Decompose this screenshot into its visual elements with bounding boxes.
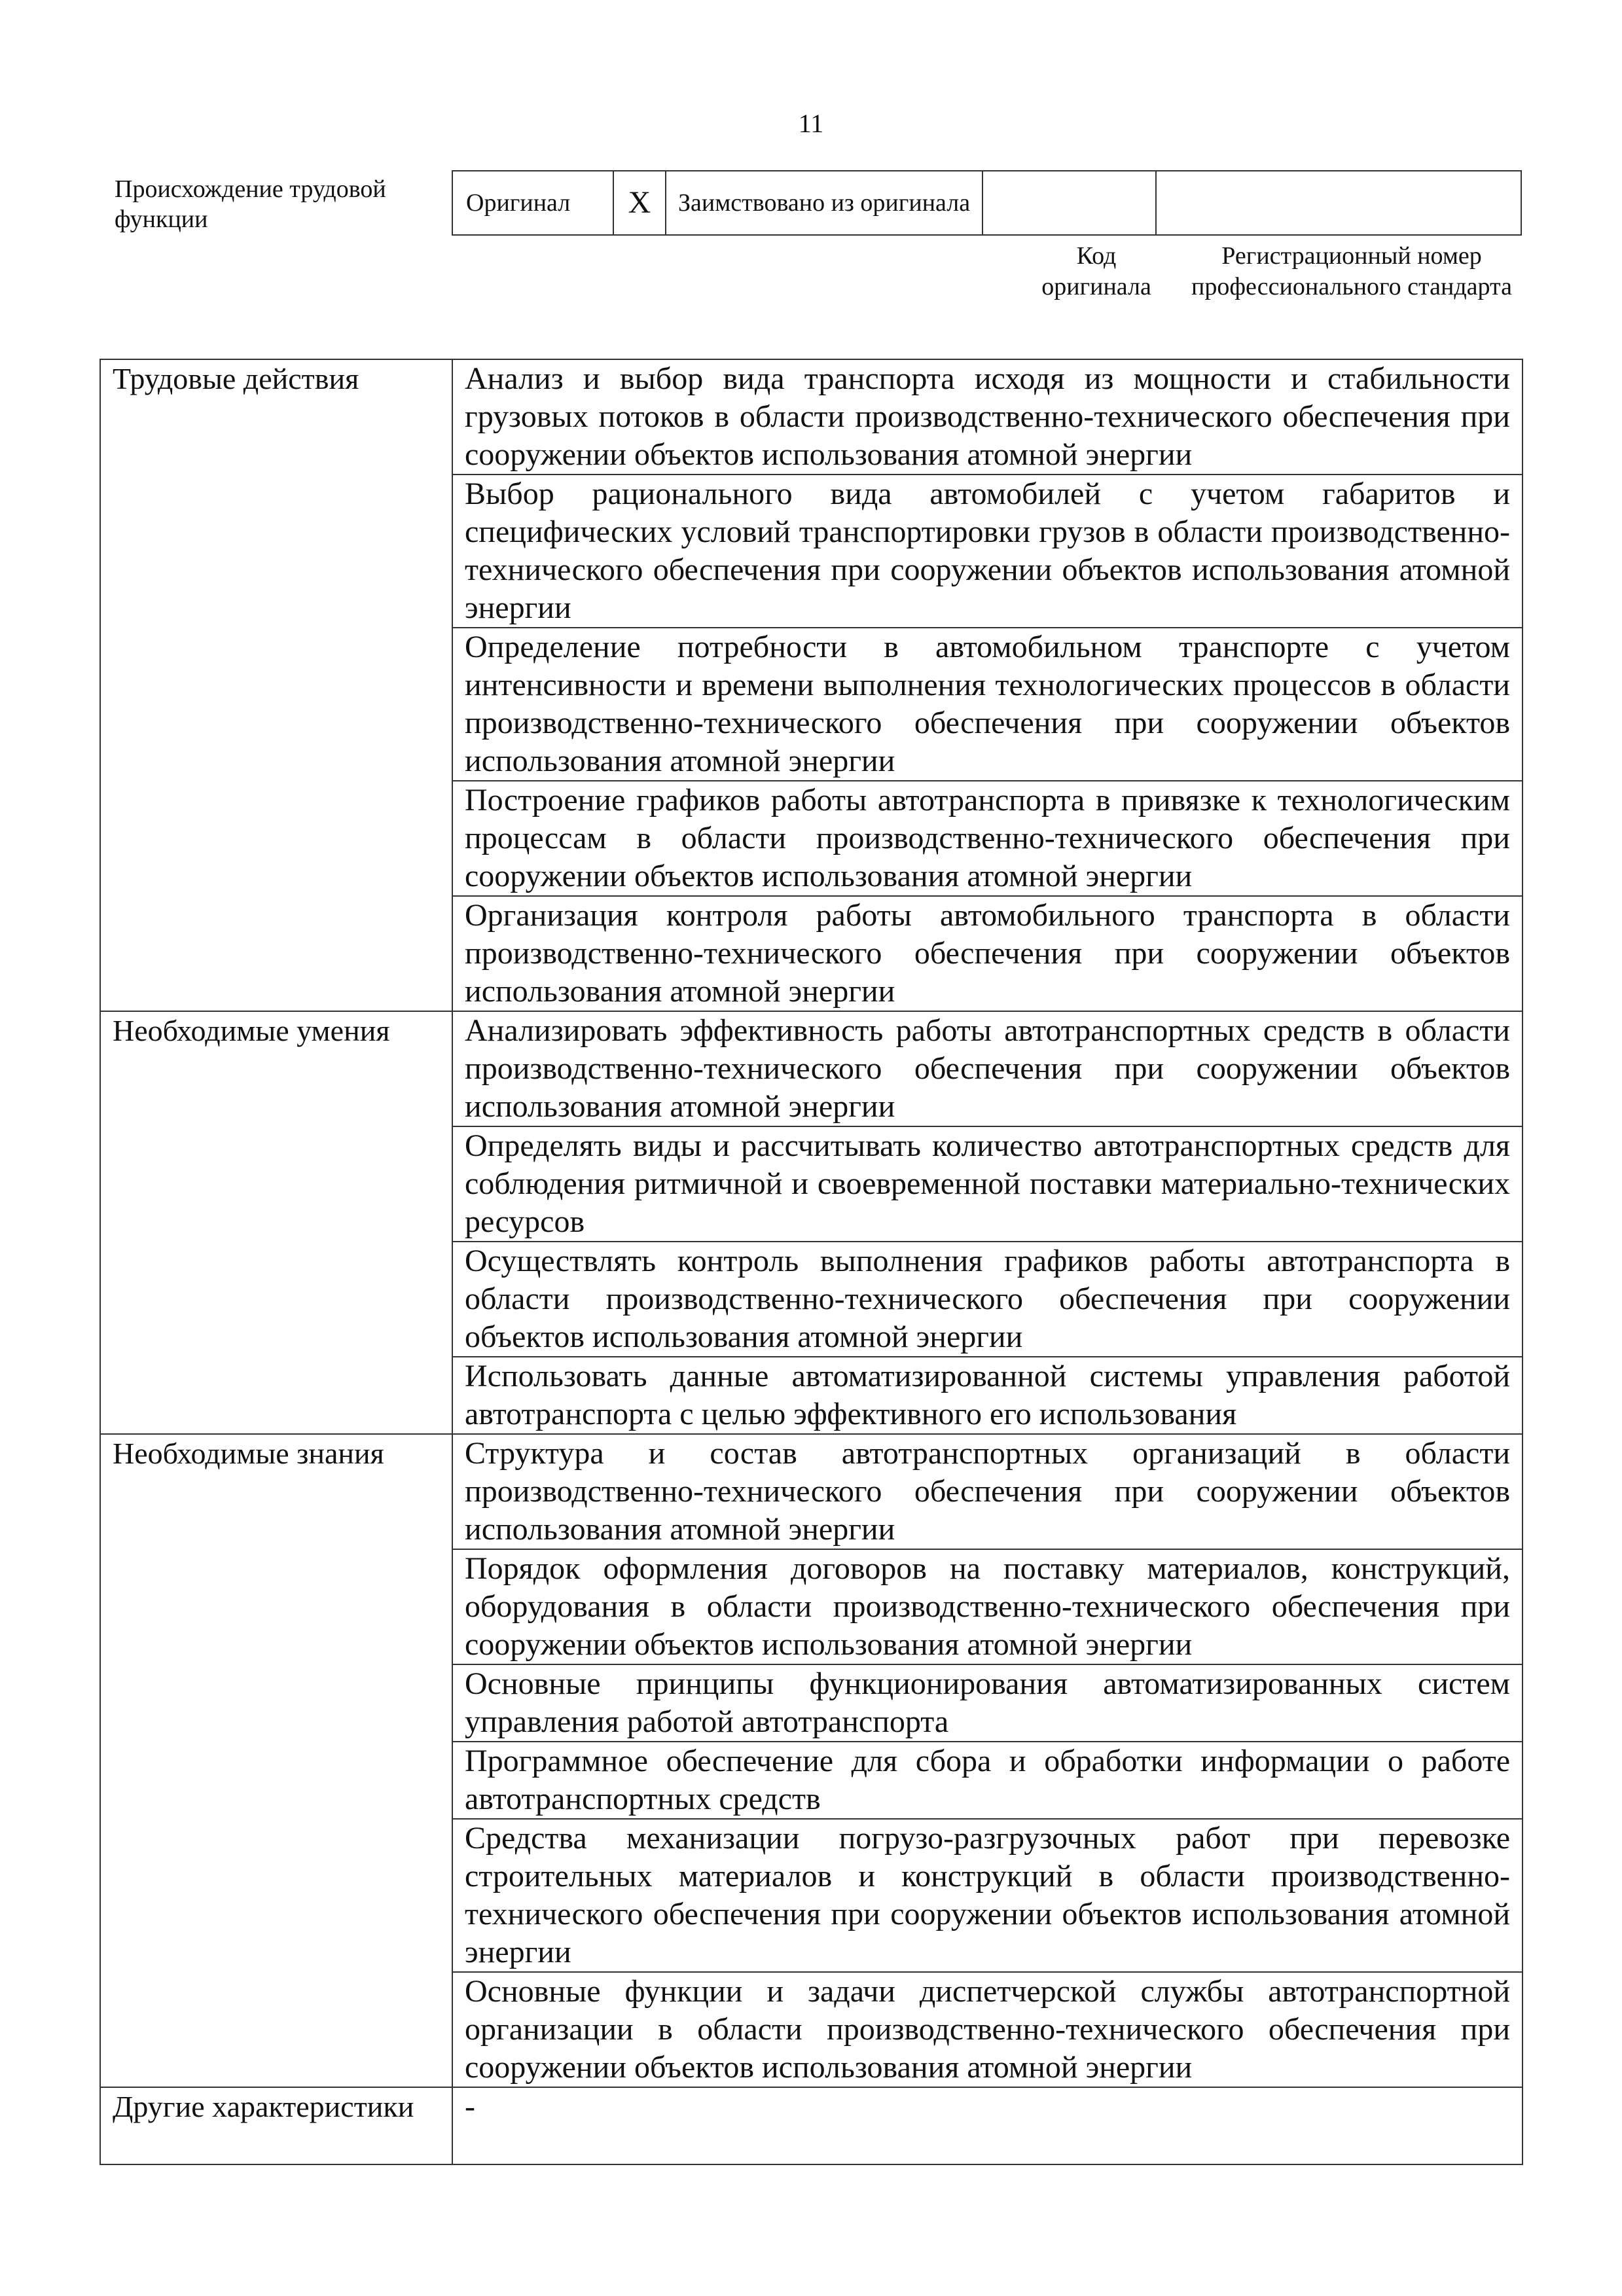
table-cell: Использовать данные автоматизированной системы управления работой автотранспорта с целью эффективного его использования (452, 1357, 1523, 1434)
section-title: Другие характеристики (100, 2087, 452, 2164)
table-cell: Организация контроля работы автомобильного транспорта в области производственно-технического обеспечения при сооружении объектов использования атомной энергии (452, 896, 1523, 1011)
table-cell: Программное обеспечение для сбора и обработки информации о работе автотранспортных средств (452, 1742, 1523, 1819)
original-mark: X (614, 171, 666, 234)
page-number: 11 (798, 109, 824, 138)
section-title: Трудовые действия (100, 359, 452, 1011)
table-cell: Структура и состав автотранспортных организаций в области производственно-технического обеспечения при сооружении объектов использования атомной энергии (452, 1434, 1523, 1549)
table-cell: - (452, 2087, 1523, 2164)
table-cell: Анализ и выбор вида транспорта исходя из мощности и стабильности грузовых потоков в области производственно-технического обеспечения при сооружении объектов использования атомной энергии (452, 359, 1523, 475)
table-cell: Определять виды и рассчитывать количество автотранспортных средств для соблюдения ритмичной и своевременной поставки материально-технических ресурсов (452, 1126, 1523, 1242)
borrowed-label: Заимствовано из оригинала (666, 171, 983, 234)
section-title: Необходимые умения (100, 1011, 452, 1434)
table-cell: Основные принципы функционирования автоматизированных систем управления работой автотранспорта (452, 1664, 1523, 1742)
table-cell: Средства механизации погрузо-разгрузочных работ при перевозке строительных материалов и конструкций в области производственно-технического обеспечения при сооружении объектов использования атомной энергии (452, 1819, 1523, 1972)
table-row (100, 359, 1523, 475)
function-table (99, 359, 1523, 2165)
original-code-cell (983, 171, 1157, 234)
table-cell: Основные функции и задачи диспетчерской службы автотранспортной организации в области производственно-технического обеспечения при сооружении объектов использования атомной энергии (452, 1972, 1523, 2087)
table-cell: Выбор рационального вида автомобилей с учетом габаритов и специфических условий транспортировки грузов в области производственно-технического обеспечения при сооружении объектов использования атомной энергии (452, 475, 1523, 628)
table-cell: Порядок оформления договоров на поставку материалов, конструкций, оборудования в области производственно-технического обеспечения при сооружении объектов использования атомной энергии (452, 1549, 1523, 1664)
registration-number-cell (1157, 171, 1521, 234)
table-cell: Анализировать эффективность работы автотранспортных средств в области производственно-технического обеспечения при сооружении объектов использования атомной энергии (452, 1011, 1523, 1126)
registration-caption: Регистрационный номер профессионального стандарта (1191, 242, 1512, 300)
table-row (100, 1434, 1523, 1549)
table-row (100, 1011, 1523, 1126)
code-caption: Код оригинала (1041, 242, 1151, 300)
table-cell: Построение графиков работы автотранспорта в привязке к технологическим процессам в области производственно-технического обеспечения при сооружении объектов использования атомной энергии (452, 781, 1523, 896)
table-cell: Определение потребности в автомобильном транспорте с учетом интенсивности и времени выполнения технологических процессов в области производственно-технического обеспечения при сооружении объектов использования атомной энергии (452, 628, 1523, 781)
table-row (100, 2087, 1523, 2164)
origin-label: Происхождение трудовой функции (115, 175, 386, 233)
original-label: Оригинал (453, 171, 614, 234)
origin-table (452, 170, 1522, 236)
table-cell: Осуществлять контроль выполнения графиков работы автотранспорта в области производственно-технического обеспечения при сооружении объектов использования атомной энергии (452, 1242, 1523, 1357)
section-title: Необходимые знания (100, 1434, 452, 2087)
